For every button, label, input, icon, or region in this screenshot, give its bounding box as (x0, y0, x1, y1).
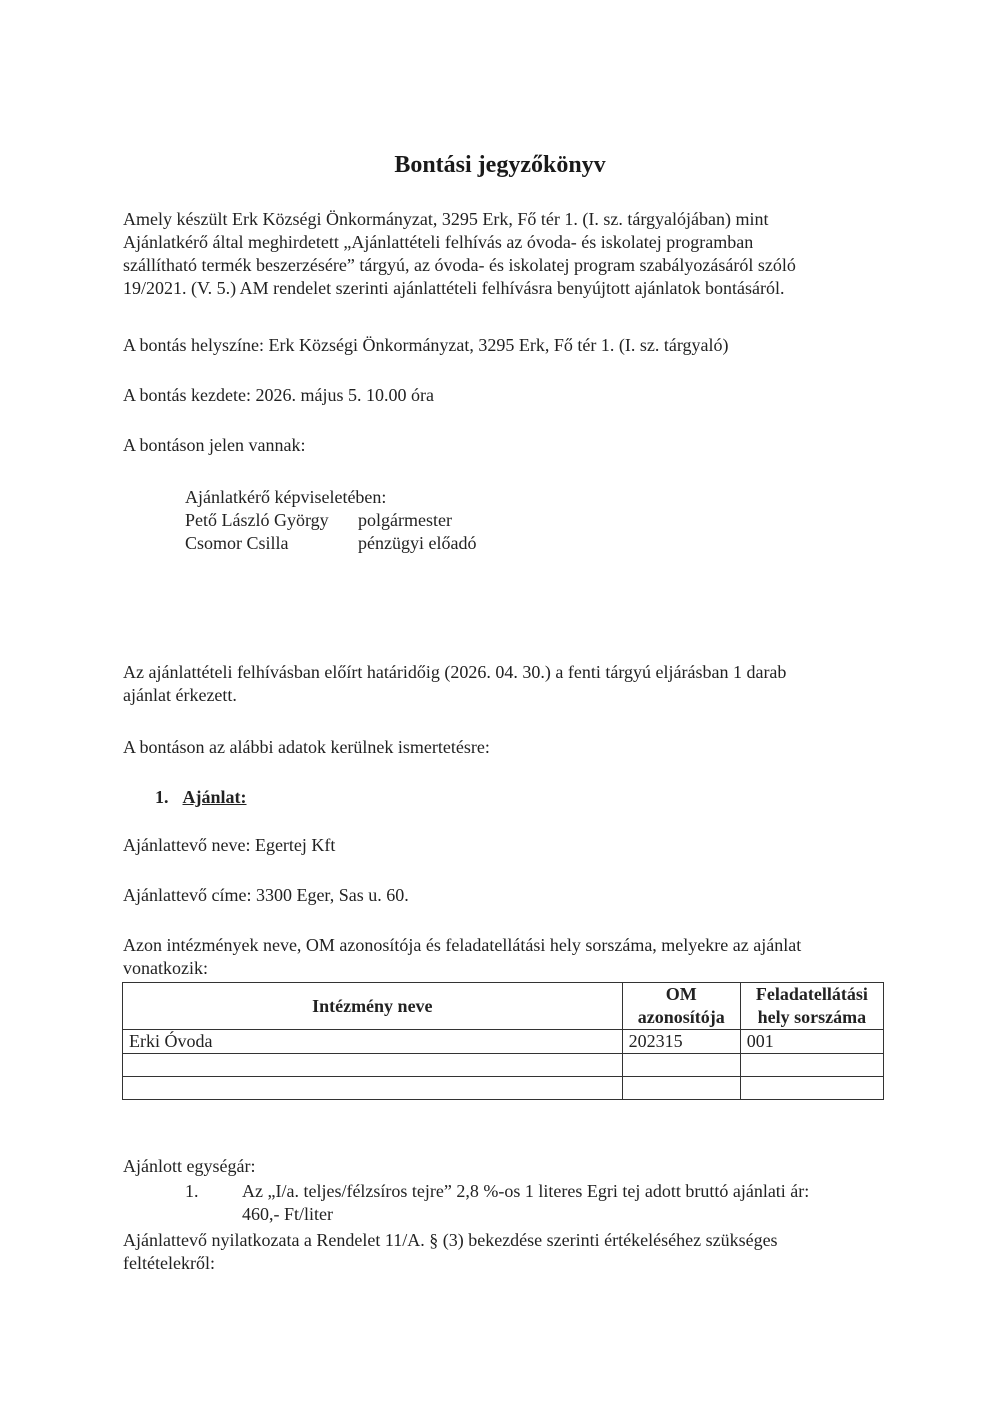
attendee-row (185, 509, 476, 532)
header-om-line: azonosítója (637, 1007, 725, 1027)
bidder-name: Ajánlattevő neve: Egertej Kft (123, 835, 336, 855)
intro-line: Amely készült Erk Községi Önkormányzat, 3295 Erk, Fő tér 1. (I. sz. tárgyalójában) mint (123, 209, 769, 229)
offer-heading (155, 786, 247, 809)
table-row (123, 1077, 884, 1100)
attendee-name: Pető László György (185, 510, 329, 530)
cell-institution-name (123, 1077, 623, 1100)
cell-site-number (740, 1077, 883, 1100)
header-om-id (622, 983, 740, 1030)
header-site-line: Feladatellátási (755, 984, 868, 1004)
header-site-number (740, 983, 883, 1030)
cell-om-id (622, 1077, 740, 1100)
table-row (123, 1054, 884, 1077)
intro-line: szállítható termék beszerzésére” tárgyú, az óvoda- és iskolatej program szabályozásáról szóló (123, 255, 796, 275)
cell-om-id (622, 1054, 740, 1077)
price-item-line: Az „I/a. teljes/félzsíros tejre” 2,8 %-os 1 literes Egri tej adott bruttó ajánlati ár: (242, 1181, 810, 1201)
price-item-text (242, 1180, 892, 1226)
present-label: A bontáson jelen vannak: (123, 435, 306, 455)
offer-heading-label: Ajánlat: (182, 787, 247, 807)
attendee-row (185, 532, 476, 555)
intro-line: 19/2021. (V. 5.) AM rendelet szerinti ajánlattételi felhívásra benyújtott ajánlatok bontásáról. (123, 278, 785, 298)
cell-institution-name (123, 1054, 623, 1077)
document-title: Bontási jegyzőkönyv (394, 152, 606, 178)
table-row (123, 1030, 884, 1054)
header-om-line: OM (665, 984, 697, 1004)
cell-site-number (740, 1054, 883, 1077)
declaration-paragraph (123, 1229, 893, 1275)
deadline-paragraph (123, 661, 893, 707)
attendee-name: Csomor Csilla (185, 533, 289, 553)
cell-site-number: 001 (740, 1030, 883, 1054)
location-line: A bontás helyszíne: Erk Községi Önkormányzat, 3295 Erk, Fő tér 1. (I. sz. tárgyaló) (123, 335, 729, 355)
institutions-intro-line: vonatkozik: (123, 958, 208, 978)
disclosed-line: A bontáson az alábbi adatok kerülnek ismertetésre: (123, 737, 490, 757)
price-item-number: 1. (185, 1181, 199, 1201)
header-institution-name: Intézmény neve (123, 983, 623, 1030)
intro-line: Ajánlatkérő által meghirdetett „Ajánlattételi felhívás az óvoda- és iskolatej programban (123, 232, 754, 252)
offer-number: 1. (155, 787, 169, 807)
intro-paragraph (123, 208, 893, 300)
institutions-intro (123, 934, 893, 980)
unit-price-label: Ajánlott egységár: (123, 1156, 256, 1176)
representative-label: Ajánlatkérő képviseletében: (185, 487, 387, 507)
bidder-address: Ajánlattevő címe: 3300 Eger, Sas u. 60. (123, 885, 409, 905)
attendee-role: pénzügyi előadó (358, 533, 477, 553)
declaration-line: feltételekről: (123, 1253, 215, 1273)
start-time-line: A bontás kezdete: 2026. május 5. 10.00 óra (123, 385, 434, 405)
declaration-line: Ajánlattevő nyilatkozata a Rendelet 11/A. § (3) bekezdése szerinti értékeléséhez szükséges (123, 1230, 778, 1250)
deadline-line: Az ajánlattételi felhívásban előírt határidőig (2026. 04. 30.) a fenti tárgyú eljárásban 1 darab (123, 662, 787, 682)
price-item-line: 460,- Ft/liter (242, 1204, 333, 1224)
attendees-block (185, 486, 476, 555)
header-site-line: hely sorszáma (757, 1007, 867, 1027)
institutions-intro-line: Azon intézmények neve, OM azonosítója és feladatellátási hely sorszáma, melyekre az ajánlat (123, 935, 802, 955)
table-header-row (123, 983, 884, 1030)
cell-om-id: 202315 (622, 1030, 740, 1054)
institutions-table (122, 982, 884, 1100)
attendee-role: polgármester (358, 510, 452, 530)
deadline-line: ajánlat érkezett. (123, 685, 237, 705)
cell-institution-name: Erki Óvoda (123, 1030, 623, 1054)
